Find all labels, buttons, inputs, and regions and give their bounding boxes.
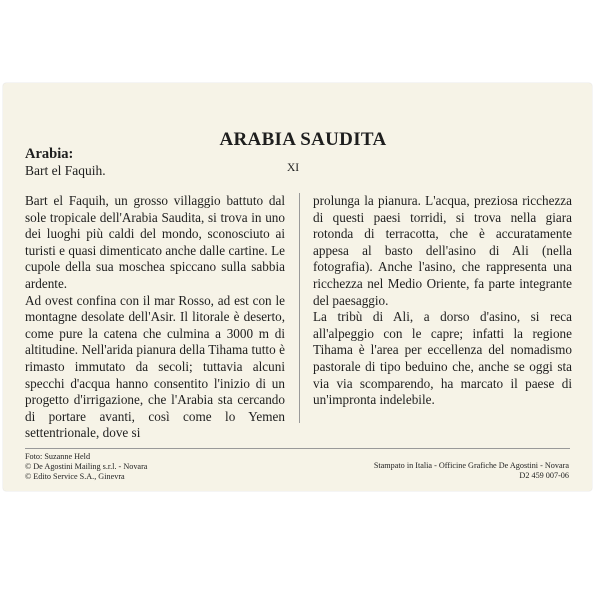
paragraph: La tribù di Ali, a dorso d'asino, si reca all'alpeggio con le capre; infatti la regione Tihama è l'area per eccellenza del nomadismo pastorale di tipo beduino che, anche se oggi sta via via scomparendo, ha marcato il paese di un'impronta indelebile. — [313, 309, 572, 408]
credit-line: © Edito Service S.A., Ginevra — [25, 472, 125, 481]
card-title: ARABIA SAUDITA — [219, 129, 387, 150]
column-divider — [299, 193, 300, 423]
printer-line: Stampato in Italia - Officine Grafiche De Agostini - Novara — [373, 461, 569, 470]
text-column-left — [25, 193, 285, 442]
place-name: Bart el Faquih. — [25, 163, 106, 178]
paragraph: Bart el Faquih, un grosso villaggio battuto dal sole tropicale dell'Arabia Saudita, si trova in uno dei luoghi più caldi del mondo, sconosciuto ai turisti e quasi dimenticato anche dalle cartine. Le cupole della sua moschea spiccano sulla sabbia ardente. — [25, 193, 285, 291]
paragraph: prolunga la pianura. L'acqua, preziosa ricchezza di questi paesi torridi, si trova nella giara rotonda di terracotta, che è accuratamente appesa al basto dell'asino di Ali (nella fotografia). Anche l'asino, che rappresenta una ricchezza nel Medio Oriente, fa parte integrante del paesaggio. — [313, 193, 572, 308]
paragraph: Ad ovest confina con il mar Rosso, ad est con le montagne desolate dell'Asir. Il litorale è deserto, come pure la catena che culmina a 3000 m di altitudine. Nell'arida pianura della Tihama tutto è rimasto immutato da secoli; tuttavia alcuni specchi d'acqua hanno consentito l'inizio di un progetto d'irrigazione, che l'Arabia sta cercando di portare avanti, così come lo Yemen settentrionale, dove si — [25, 292, 285, 441]
printer-info — [374, 461, 569, 481]
credit-line: Foto: Suzanne Held — [25, 452, 91, 461]
product-code: D2 459 007-06 — [519, 471, 569, 480]
credit-line: © De Agostini Mailing s.r.l. - Novara — [25, 462, 148, 471]
text-column-right — [313, 193, 572, 409]
photo-credits — [25, 452, 147, 482]
region-label: Arabia: — [25, 146, 74, 162]
card-number: XI — [287, 162, 300, 174]
footer-divider — [25, 448, 570, 449]
